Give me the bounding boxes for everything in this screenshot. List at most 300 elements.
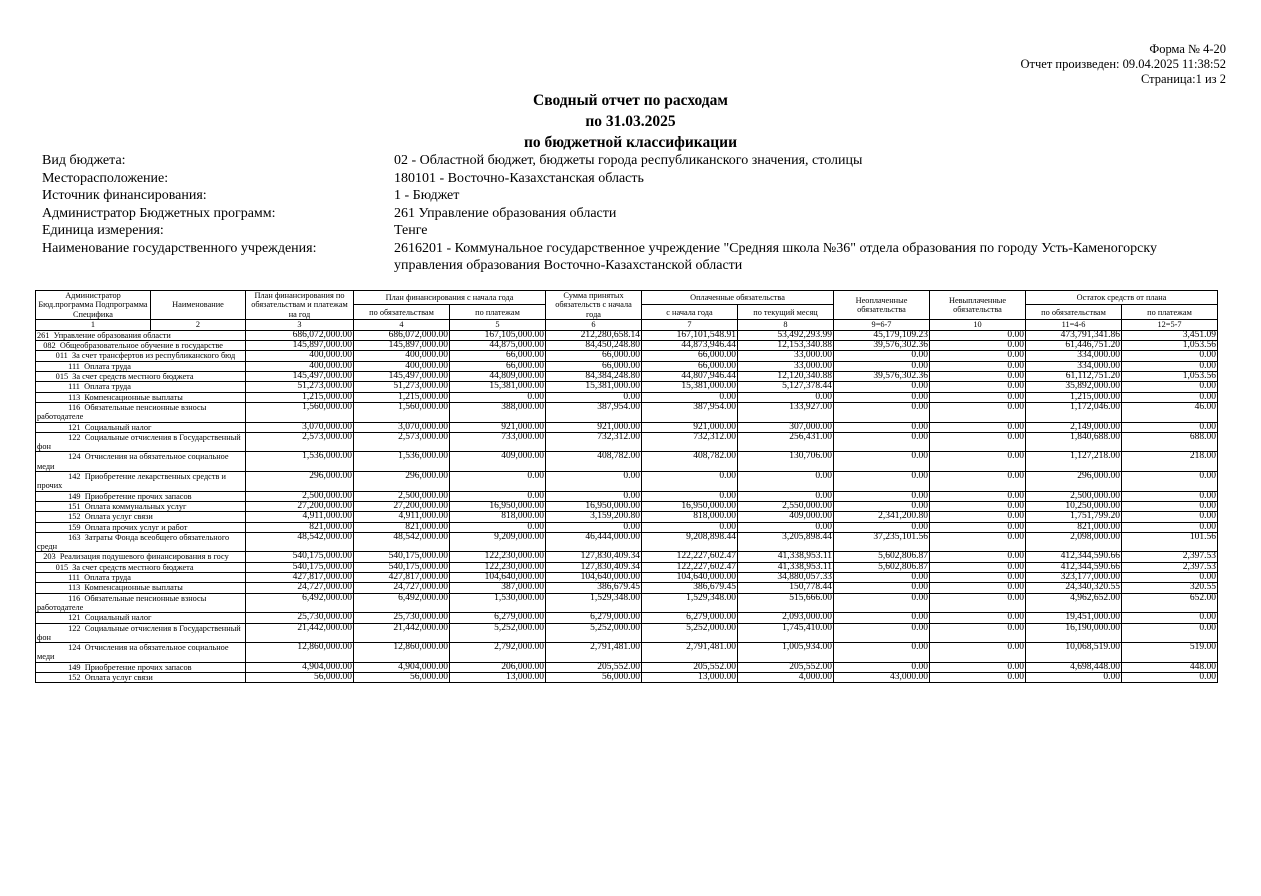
header-accepted: Сумма принятых обязательств с начала года [546,291,642,320]
table-row [36,573,1218,583]
row-name: 113 Компенсационные выплаты [36,583,246,593]
row-value: 1,172,046.00 [1026,402,1122,422]
row-value: 33,000.00 [738,351,834,361]
col-number: 10 [930,319,1026,330]
table-row [36,672,1218,682]
row-value: 334,000.00 [1026,361,1122,371]
row-value: 13,000.00 [642,672,738,682]
row-value: 0.00 [1122,422,1218,432]
row-value: 25,730,000.00 [246,613,354,623]
row-value: 6,492,000.00 [354,593,450,613]
row-value: 1,053.56 [1122,372,1218,382]
row-value: 84,450,248.80 [546,341,642,351]
meta-label: Администратор Бюджетных программ: [42,205,276,221]
row-value: 0.00 [1122,392,1218,402]
row-value: 0.00 [930,341,1026,351]
page-indicator: Страница:1 из 2 [1140,72,1226,86]
title-line-2: по 31.03.2025 [585,113,676,130]
row-value: 400,000.00 [354,361,450,371]
row-value: 0.00 [834,432,930,452]
row-value: 46.00 [1122,402,1218,422]
row-value: 167,101,548.91 [642,330,738,340]
row-value: 821,000.00 [246,522,354,532]
row-value: 6,279,000.00 [546,613,642,623]
row-value: 0.00 [1026,672,1122,682]
row-name: 159 Оплата прочих услуг и работ [36,522,246,532]
row-value: 56,000.00 [246,672,354,682]
row-value: 39,576,302.36 [834,372,930,382]
row-value: 686,072,000.00 [354,330,450,340]
row-value: 686,072,000.00 [246,330,354,340]
row-value: 66,000.00 [642,361,738,371]
report-metadata [42,152,1192,275]
row-value: 0.00 [546,491,642,501]
row-value: 2,792,000.00 [450,643,546,663]
row-value: 39,576,302.36 [834,341,930,351]
row-value: 0.00 [1122,573,1218,583]
row-value: 386,679.45 [642,583,738,593]
row-value: 212,280,658.14 [546,330,642,340]
row-value: 0.00 [834,623,930,643]
row-name: 011 За счет трансфертов из республиканского бюд [36,351,246,361]
row-value: 104,640,000.00 [450,573,546,583]
row-value: 1,840,688.00 [1026,432,1122,452]
row-name: 121 Социальный налог [36,613,246,623]
row-value: 732,312.00 [546,432,642,452]
row-value: 0.00 [834,382,930,392]
row-value: 0.00 [930,501,1026,511]
row-value: 27,200,000.00 [354,501,450,511]
row-value: 61,446,751.20 [1026,341,1122,351]
row-value: 387,954.00 [546,402,642,422]
row-name: 261 Управление образования области [36,330,246,340]
table-row [36,512,1218,522]
row-value: 0.00 [738,392,834,402]
row-value: 2,093,000.00 [738,613,834,623]
header-rem-obligations: по обязательствам [1026,305,1122,319]
table-row [36,662,1218,672]
row-value: 45,179,109.23 [834,330,930,340]
meta-value: 2616201 - Коммунальное государственное учреждение "Средняя школа №36" отдела образования по городу Усть-Каменогорску управления образования Восточно-Казахстанской области [394,240,1157,273]
report-title [0,90,1261,153]
row-value: 12,120,340.88 [738,372,834,382]
row-value: 1,745,410.00 [738,623,834,643]
row-value: 2,341,200.80 [834,512,930,522]
meta-row [42,187,1192,205]
row-value: 473,791,341.86 [1026,330,1122,340]
row-value: 1,560,000.00 [246,402,354,422]
row-value: 0.00 [834,643,930,663]
col-number: 9=6-7 [834,319,930,330]
row-value: 33,000.00 [738,361,834,371]
meta-label: Источник финансирования: [42,188,207,203]
row-value: 16,190,000.00 [1026,623,1122,643]
col-number: 7 [642,319,738,330]
row-value: 6,279,000.00 [642,613,738,623]
meta-row [42,152,1192,170]
row-value: 35,892,000.00 [1026,382,1122,392]
row-value: 5,252,000.00 [642,623,738,643]
row-value: 44,809,000.00 [450,372,546,382]
row-value: 0.00 [450,392,546,402]
row-name: 116 Обязательные пенсионные взносы работодателе [36,593,246,613]
row-value: 0.00 [930,361,1026,371]
row-value: 0.00 [738,472,834,492]
row-value: 0.00 [1122,522,1218,532]
row-value: 15,381,000.00 [546,382,642,392]
row-value: 37,235,101.56 [834,532,930,552]
meta-row [42,205,1192,223]
table-row [36,330,1218,340]
row-value: 4,000.00 [738,672,834,682]
table-row [36,432,1218,452]
table-body [36,330,1218,682]
row-value: 0.00 [930,422,1026,432]
row-value: 0.00 [930,643,1026,663]
row-value: 66,000.00 [642,351,738,361]
meta-value: 261 Управление образования области [394,205,617,221]
row-value: 3,070,000.00 [354,422,450,432]
row-name: 149 Приобретение прочих запасов [36,662,246,672]
row-name: 111 Оплата труда [36,573,246,583]
row-value: 323,177,000.00 [1026,573,1122,583]
row-value: 0.00 [834,583,930,593]
row-value: 0.00 [738,522,834,532]
row-value: 205,552.00 [546,662,642,672]
row-name: 203 Реализация подушевого финансирования в госу [36,552,246,562]
row-value: 1,536,000.00 [354,452,450,472]
row-value: 66,000.00 [546,351,642,361]
row-name: 111 Оплата труда [36,361,246,371]
header-paid-from-start: с начала года [642,305,738,319]
row-value: 818,000.00 [450,512,546,522]
row-value: 4,911,000.00 [354,512,450,522]
row-value: 51,273,000.00 [246,382,354,392]
row-value: 540,175,000.00 [246,562,354,572]
row-value: 16,950,000.00 [546,501,642,511]
row-value: 5,252,000.00 [450,623,546,643]
row-value: 0.00 [834,351,930,361]
row-value: 3,205,898.44 [738,532,834,552]
table-row [36,452,1218,472]
row-value: 6,279,000.00 [450,613,546,623]
header-plan-obligations: по обязательствам [354,305,450,319]
table-row [36,422,1218,432]
row-value: 3,451.09 [1122,330,1218,340]
row-value: 9,209,000.00 [450,532,546,552]
header-plan-from-start: План финансирования с начала года [354,291,546,305]
row-value: 0.00 [834,662,930,672]
row-value: 24,727,000.00 [354,583,450,593]
col-number: 11=4-6 [1026,319,1122,330]
row-value: 0.00 [1122,512,1218,522]
table-header [36,291,1218,331]
row-value: 15,381,000.00 [642,382,738,392]
row-value: 320.55 [1122,583,1218,593]
row-value: 296,000.00 [246,472,354,492]
row-value: 0.00 [450,491,546,501]
row-value: 5,602,806.87 [834,562,930,572]
row-value: 104,640,000.00 [546,573,642,583]
row-name: 163 Затраты Фонда всеобщего обязательного средн [36,532,246,552]
row-value: 2,791,481.00 [642,643,738,663]
row-value: 388,000.00 [450,402,546,422]
row-value: 1,751,799.20 [1026,512,1122,522]
row-value: 167,105,000.00 [450,330,546,340]
meta-value: Тенге [394,223,428,238]
col-number: 8 [738,319,834,330]
row-value: 44,873,946.44 [642,341,738,351]
row-value: 84,384,248.80 [546,372,642,382]
row-value: 519.00 [1122,643,1218,663]
table-row [36,472,1218,492]
row-value: 0.00 [930,593,1026,613]
row-value: 1,536,000.00 [246,452,354,472]
row-value: 2,500,000.00 [1026,491,1122,501]
row-value: 24,340,320.55 [1026,583,1122,593]
row-value: 122,227,602.47 [642,552,738,562]
row-value: 2,573,000.00 [246,432,354,452]
col-number: 12=5-7 [1122,319,1218,330]
row-value: 0.00 [930,372,1026,382]
row-value: 1,529,348.00 [546,593,642,613]
row-name: 116 Обязательные пенсионные взносы работодателе [36,402,246,422]
meta-value: 180101 - Восточно-Казахстанская область [394,170,644,186]
row-value: 0.00 [834,522,930,532]
row-value: 43,000.00 [834,672,930,682]
row-value: 66,000.00 [546,361,642,371]
row-value: 16,950,000.00 [450,501,546,511]
row-value: 408,782.00 [546,452,642,472]
row-value: 5,127,378.44 [738,382,834,392]
row-name: 149 Приобретение прочих запасов [36,491,246,501]
row-value: 0.00 [930,351,1026,361]
meta-value: 1 - Бюджет [394,188,460,203]
table-row [36,532,1218,552]
row-value: 2,573,000.00 [354,432,450,452]
row-value: 16,950,000.00 [642,501,738,511]
row-value: 2,500,000.00 [354,491,450,501]
row-value: 0.00 [834,491,930,501]
row-value: 448.00 [1122,662,1218,672]
report-header-info [1021,42,1227,87]
row-value: 1,053.56 [1122,341,1218,351]
row-value: 145,897,000.00 [246,341,354,351]
title-line-3: по бюджетной классификации [523,134,738,151]
row-value: 0.00 [930,452,1026,472]
row-value: 4,904,000.00 [246,662,354,672]
row-value: 821,000.00 [1026,522,1122,532]
row-value: 0.00 [930,330,1026,340]
row-value: 218.00 [1122,452,1218,472]
row-value: 0.00 [1122,672,1218,682]
row-value: 412,344,590.66 [1026,562,1122,572]
row-value: 12,153,340.88 [738,341,834,351]
row-value: 0.00 [930,382,1026,392]
row-value: 921,000.00 [546,422,642,432]
row-value: 12,860,000.00 [246,643,354,663]
row-value: 540,175,000.00 [354,562,450,572]
row-value: 0.00 [930,472,1026,492]
header-plan: План финансирования по обязательствам и платежам на год [246,291,354,320]
row-value: 0.00 [834,402,930,422]
row-value: 427,817,000.00 [246,573,354,583]
row-name: 111 Оплата труда [36,382,246,392]
row-value: 307,000.00 [738,422,834,432]
row-value: 41,338,953.11 [738,562,834,572]
row-value: 104,640,000.00 [642,573,738,583]
row-value: 0.00 [834,613,930,623]
row-value: 0.00 [642,522,738,532]
row-value: 0.00 [1122,361,1218,371]
row-value: 205,552.00 [642,662,738,672]
row-value: 387,000.00 [450,583,546,593]
meta-label: Единица измерения: [42,223,164,238]
expense-report-table [35,290,1218,683]
row-value: 1,560,000.00 [354,402,450,422]
row-value: 0.00 [642,491,738,501]
row-value: 27,200,000.00 [246,501,354,511]
row-value: 122,227,602.47 [642,562,738,572]
row-value: 24,727,000.00 [246,583,354,593]
row-value: 13,000.00 [450,672,546,682]
row-value: 296,000.00 [354,472,450,492]
row-value: 101.56 [1122,532,1218,552]
row-value: 0.00 [642,392,738,402]
row-value: 34,880,057.33 [738,573,834,583]
row-value: 0.00 [834,392,930,402]
row-value: 688.00 [1122,432,1218,452]
row-value: 818,000.00 [642,512,738,522]
row-value: 127,830,409.34 [546,562,642,572]
row-value: 41,338,953.11 [738,552,834,562]
row-value: 66,000.00 [450,361,546,371]
col-number: 1 [36,319,151,330]
table-row [36,491,1218,501]
row-value: 409,000.00 [738,512,834,522]
row-value: 0.00 [930,662,1026,672]
row-value: 0.00 [930,512,1026,522]
row-name: 082 Общеобразовательное обучение в государстве [36,341,246,351]
row-value: 44,807,946.44 [642,372,738,382]
row-value: 921,000.00 [450,422,546,432]
row-value: 56,000.00 [546,672,642,682]
row-value: 46,444,000.00 [546,532,642,552]
row-value: 1,215,000.00 [246,392,354,402]
header-rem-payments: по платежам [1122,305,1218,319]
row-value: 5,252,000.00 [546,623,642,643]
row-value: 56,000.00 [354,672,450,682]
row-value: 0.00 [930,562,1026,572]
row-value: 0.00 [1122,472,1218,492]
row-name: 124 Отчисления на обязательное социальное меди [36,643,246,663]
row-name: 152 Оплата услуг связи [36,672,246,682]
row-name: 152 Оплата услуг связи [36,512,246,522]
row-name: 142 Приобретение лекарственных средств и прочих [36,472,246,492]
row-name: 015 За счет средств местного бюджета [36,372,246,382]
row-value: 0.00 [930,573,1026,583]
row-value: 2,500,000.00 [246,491,354,501]
row-value: 387,954.00 [642,402,738,422]
row-value: 0.00 [930,522,1026,532]
header-paid-current-month: по текущий месяц [738,305,834,319]
row-value: 145,897,000.00 [354,341,450,351]
table-row [36,382,1218,392]
meta-row [42,170,1192,188]
row-value: 3,159,200.80 [546,512,642,522]
meta-label: Вид бюджета: [42,153,126,168]
table-row [36,392,1218,402]
row-value: 206,000.00 [450,662,546,672]
row-value: 19,451,000.00 [1026,613,1122,623]
meta-label: Наименование государственного учреждения: [42,240,317,256]
row-value: 427,817,000.00 [354,573,450,583]
row-value: 48,542,000.00 [354,532,450,552]
table-row [36,583,1218,593]
row-value: 1,215,000.00 [1026,392,1122,402]
row-value: 1,005,934.00 [738,643,834,663]
row-value: 61,112,751.20 [1026,372,1122,382]
row-value: 0.00 [930,623,1026,643]
row-name: 113 Компенсационные выплаты [36,392,246,402]
row-value: 2,397.53 [1122,552,1218,562]
table-row [36,361,1218,371]
row-value: 0.00 [546,392,642,402]
table-row [36,613,1218,623]
table-row [36,341,1218,351]
row-value: 296,000.00 [1026,472,1122,492]
row-name: 122 Социальные отчисления в Государственный фон [36,623,246,643]
col-number: 4 [354,319,450,330]
row-value: 3,070,000.00 [246,422,354,432]
row-value: 205,552.00 [738,662,834,672]
row-value: 15,381,000.00 [450,382,546,392]
col-number: 5 [450,319,546,330]
row-value: 0.00 [834,593,930,613]
row-value: 4,962,652.00 [1026,593,1122,613]
row-value: 48,542,000.00 [246,532,354,552]
row-value: 2,397.53 [1122,562,1218,572]
header-unpaid-payments: Невыплаченные обязательства [930,291,1026,320]
row-value: 0.00 [930,392,1026,402]
row-value: 122,230,000.00 [450,562,546,572]
table-row [36,351,1218,361]
row-value: 0.00 [1122,613,1218,623]
row-value: 256,431.00 [738,432,834,452]
row-value: 53,492,293.99 [738,330,834,340]
row-value: 0.00 [930,491,1026,501]
row-value: 127,830,409.34 [546,552,642,562]
row-value: 145,497,000.00 [246,372,354,382]
header-unpaid-obligations: Неоплаченные обязательства [834,291,930,320]
header-paid: Оплаченные обязательства [642,291,834,305]
row-value: 4,904,000.00 [354,662,450,672]
row-value: 25,730,000.00 [354,613,450,623]
row-value: 400,000.00 [246,361,354,371]
row-value: 400,000.00 [246,351,354,361]
row-value: 5,602,806.87 [834,552,930,562]
row-value: 732,312.00 [642,432,738,452]
row-value: 1,530,000.00 [450,593,546,613]
table-row [36,501,1218,511]
meta-row [42,240,1192,275]
row-value: 2,550,000.00 [738,501,834,511]
table-row [36,643,1218,663]
row-value: 4,698,448.00 [1026,662,1122,672]
row-value: 0.00 [1122,382,1218,392]
col-number: 3 [246,319,354,330]
row-value: 400,000.00 [354,351,450,361]
